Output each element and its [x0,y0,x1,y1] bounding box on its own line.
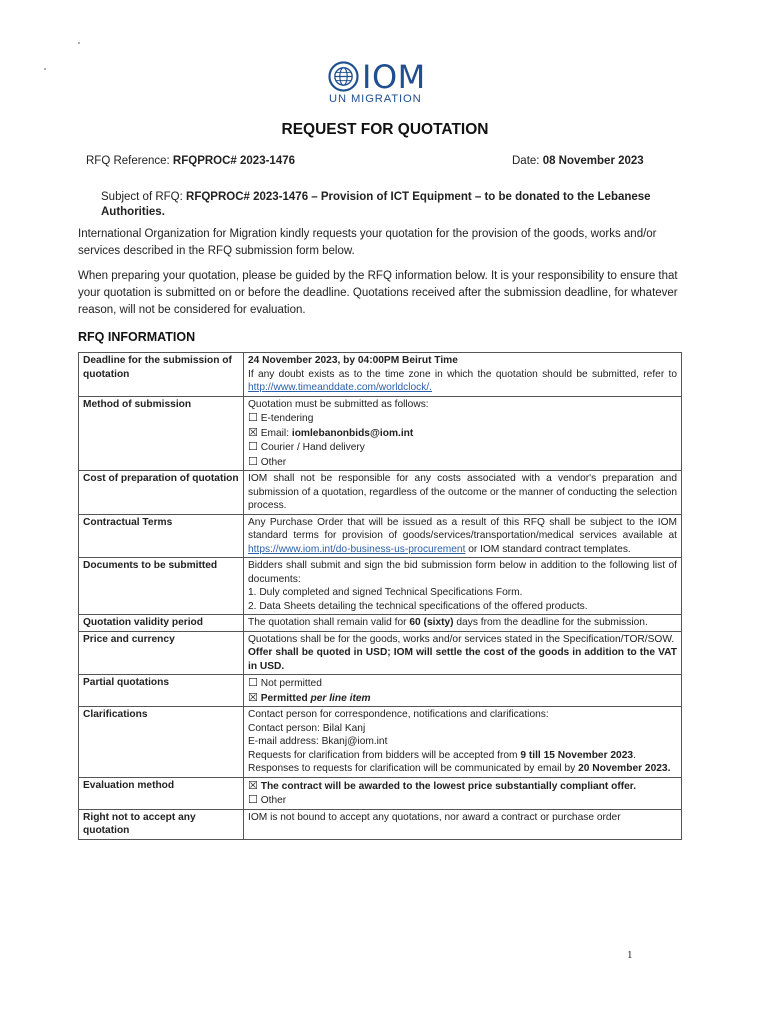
row-value: IOM is not bound to accept any quotations, nor award a contract or purchase order [244,809,682,839]
row-label: Contractual Terms [79,514,244,558]
row-value [244,777,682,809]
checkbox-checked-icon: ☒ [248,690,258,704]
deadline-date: 24 November 2023, by 04:00PM Beirut Time [248,355,458,366]
row-label: Method of submission [79,396,244,471]
table-row [79,615,682,632]
contact-email: E-mail address: Bkanj@iom.int [248,736,388,747]
table-row [79,396,682,471]
checkbox-checked-icon: ☒ [248,778,258,792]
row-value [244,558,682,615]
section-title: RFQ INFORMATION [78,330,196,344]
clarification-window: 9 till 15 November 2023 [520,749,634,761]
evaluation-lowest-price: The contract will be awarded to the lowest price substantially compliant offer. [260,780,637,792]
document-date [512,155,644,167]
partial-option-per-line: per line item [310,692,371,704]
scan-speck [44,68,46,70]
partial-option-permitted: Permitted [260,692,311,704]
documents-item: 2. Data Sheets detailing the technical specifications of the offered products. [248,600,588,612]
price-currency-note: Offer shall be quoted in USD; IOM will settle the cost of the goods in addition to the VAT in USD. [248,647,677,672]
evaluation-other: Other [260,795,287,806]
checkbox-empty-icon: ☐ [248,793,258,806]
method-option-etendering: E-tendering [260,413,314,424]
row-label: Right not to accept any quotation [79,809,244,839]
table-row [79,777,682,809]
globe-emblem-icon [327,60,360,93]
deadline-note: If any doubt exists as to the time zone in which the quotation should be submitted, refer to [248,368,677,380]
method-intro: Quotation must be submitted as follows: [248,398,429,410]
clarification-period: . [633,749,636,761]
row-label: Partial quotations [79,675,244,707]
logo-wordmark: IOM [362,57,426,96]
row-label: Cost of preparation of quotation [79,471,244,515]
date-value: 08 November 2023 [542,155,644,167]
method-option-other: Other [260,456,287,468]
table-row [79,514,682,558]
intro-paragraph-1: International Organization for Migration kindly requests your quotation for the provision of the goods, works and/or services described in the RFQ submission form below. [78,228,657,257]
rfq-information-table [78,352,682,840]
procurement-link[interactable]: https://www.iom.int/do-business-us-procurement [248,543,466,555]
row-label: Documents to be submitted [79,558,244,615]
clarification-requests: Requests for clarification from bidders will be accepted from [248,749,521,761]
subject-label: Subject of RFQ: [101,191,187,203]
clarification-response-date: 20 November 2023. [578,763,671,774]
intro-paragraph-2: When preparing your quotation, please be guided by the RFQ information below. It is your responsibility to ensure that your quotation is submitted on or before the deadline. Quotations received after the submission deadline, for whatever reason, will not be considered for evaluation. [78,270,678,316]
terms-text-end: or IOM standard contract templates. [465,543,631,555]
terms-text: Any Purchase Order that will be issued as a result of this RFQ shall be subject to the IOM standard terms for provision of goods/services/transportation/medical services available at [248,516,677,541]
table-row [79,631,682,675]
iom-logo [327,57,442,106]
row-label: Evaluation method [79,777,244,809]
document-title: REQUEST FOR QUOTATION [281,121,489,138]
documents-intro: Bidders shall submit and sign the bid submission form below in addition to the following list of documents: [248,560,677,585]
scan-speck [78,42,80,44]
row-value [244,514,682,558]
submission-email: iomlebanonbids@iom.int [291,427,414,439]
method-option-courier: Courier / Hand delivery [260,442,365,453]
row-value [244,615,682,632]
validity-text-end: days from the deadline for the submission. [453,617,648,628]
rfq-subject [101,190,681,219]
clarification-responses: Responses to requests for clarification will be communicated by email by [248,763,579,774]
validity-text: The quotation shall remain valid for [248,617,410,628]
row-label: Price and currency [79,631,244,675]
logo-subtitle: UN MIGRATION [329,93,422,105]
checkbox-empty-icon: ☐ [248,411,258,424]
rfq-reference [86,155,295,167]
subject-value: RFQPROC# 2023-1476 – Provision of ICT Equipment – to be donated to the Lebanese Authorities. [101,191,651,218]
page-number: 1 [627,949,633,961]
table-row [79,471,682,515]
table-row [79,353,682,397]
price-text: Quotations shall be for the goods, works and/or services stated in the Specification/TOR/SOW. [248,633,675,645]
table-row [79,707,682,778]
rfq-reference-value: RFQPROC# 2023-1476 [172,155,296,167]
clarifications-intro: Contact person for correspondence, notifications and clarifications: [248,709,549,720]
row-value: IOM shall not be responsible for any costs associated with a vendor's preparation and submission of a quotation, regardless of the outcome or the manner of conducting the selection process. [244,471,682,515]
date-label: Date: [512,155,543,167]
row-value [244,707,682,778]
row-value [244,353,682,397]
validity-days: 60 (sixty) [409,617,454,628]
row-value [244,396,682,471]
worldclock-link[interactable]: http://www.timeanddate.com/worldclock/. [248,382,433,393]
rfq-reference-label: RFQ Reference: [86,155,173,167]
row-label: Quotation validity period [79,615,244,632]
table-row [79,558,682,615]
table-row [79,675,682,707]
partial-option-not-permitted: Not permitted [260,678,322,689]
row-value [244,631,682,675]
checkbox-empty-icon: ☐ [248,454,258,468]
row-value [244,675,682,707]
checkbox-empty-icon: ☐ [248,676,258,689]
contact-person: Contact person: Bilal Kanj [248,722,366,734]
row-label: Deadline for the submission of quotation [79,353,244,397]
table-row [79,809,682,839]
checkbox-checked-icon: ☒ [248,425,258,439]
documents-item: 1. Duly completed and signed Technical Specifications Form. [248,587,523,598]
checkbox-empty-icon: ☐ [248,440,258,453]
method-option-email-prefix: Email: [260,427,292,439]
row-label: Clarifications [79,707,244,778]
